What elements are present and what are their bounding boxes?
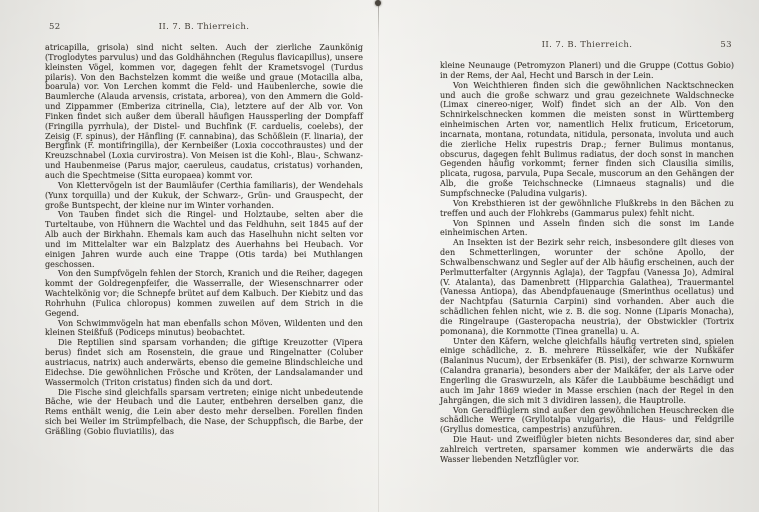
paragraph: Von Krebsthieren ist der gewöhnliche Flußkrebs in den Bächen zu treffen und auch der Flohkrebs (Gammarus pulex) fehlt nicht. <box>440 198 734 218</box>
page-header-left <box>45 22 363 35</box>
page-body-right <box>440 61 734 465</box>
paragraph: Die Haut- und Zweiflügler bieten nichts Besonderes dar, sind aber zahlreich vertreten, sparsamer kommen wie anderwärts die das Wasser liebenden Netzflügler vor. <box>440 435 734 464</box>
paragraph: An Insekten ist der Bezirk sehr reich, insbesondere gilt dieses von den Schmetterlingen, worunter der schöne Apollo, der Schwalbenschwanz und Segler auf der Alb häufig erscheinen, auch der Perlmutterfalter (Argynnis Aglaja), der Tagpfau (Vanessa Jo), Admiral (V. Atalanta), das Damenbrett (Hipparchia Galathea), Trauermantel (Vanessa Antiopa), das Abendpfauenauge (Smerinthus ocellatus) und der Nachtpfau (Saturnia Carpini) sind vorhanden. Aber auch die schädlichen fehlen nicht, wie z. B. die sog. Nonne (Liparis Monacha), die Ringelraupe (Gasteropacha neustria), der Obstwickler (Tortrix pomonana), die Kornmotte (Tinea granella) u. A. <box>440 238 734 336</box>
page-fold <box>378 0 379 512</box>
page-left <box>45 22 363 437</box>
paragraph: Von Klettervögeln ist der Baumläufer (Certhia familiaris), der Wendehals (Yunx torquilla) und der Kukuk, der Schwarz-, Grün- und Grauspecht, der große Buntspecht, der kleine nur im Winter vorhanden. <box>45 180 363 210</box>
running-title-left: II. 7. B. Thierreich. <box>158 22 250 32</box>
paragraph: atricapilla, grisola) sind nicht selten. Auch der zierliche Zaunkönig (Troglodytes parvulus) und das Goldhähnchen (Regulus flavicapillus), unsere kleinsten Vögel, kommen vor, dagegen fehlt der Krametsvogel (Turdus pilaris). Von den Bachstelzen kommt die weiße und graue (Motacilla alba, boarula) vor. Von Lerchen kommt die Feld- und Haubenlerche, sowie die Baumlerche (Alauda arvensis, cristata, arborea), von den Ammern die Gold- und Zippammer (Emberiza citrinella, Cia), letztere auf der Alb vor. Von Finken findet sich außer dem überall häufigen Haussperling der Dompfaff (Fringilla pyrrhula), der Distel- und Buchfink (F. carduelis, coelebs), der Zeisig (F. spinus), der Hänfling (F. cannabina), das Schößlein (F. linaria), der Bergfink (F. montifringilla), der Kernbeißer (Loxia coccothraustes) und der Kreuzschnabel (Loxia curvirostra). Von Meisen ist die Kohl-, Blau-, Schwanz- und Haubenmeise (Parus major, caeruleus, caudatus, cristatus) vorhanden, auch die Spechtmeise (Sitta europaea) kommt vor. <box>45 43 363 180</box>
paragraph: Die Reptilien sind sparsam vorhanden; die giftige Kreuzotter (Vipera berus) findet sich am Rosenstein, die graue und Ringelnatter (Coluber austriacus, natrix) auch anderwärts, ebenso die gemeine Blindschleiche und Eidechse. Die gewöhnlichen Frösche und Kröten, der Landsalamander und Wassermolch (Triton cristatus) finden sich da und dort. <box>45 338 363 387</box>
paragraph: Von Spinnen und Asseln finden sich die sonst im Lande einheimischen Arten. <box>440 218 734 238</box>
running-title-right: II. 7. B. Thierreich. <box>541 40 633 50</box>
paragraph: Die Fische sind gleichfalls sparsam vertreten; einige nicht unbedeutende Bäche, wie der Heubach und die Lauter, entbehren derselben ganz, die Rems enthält wenig, die Lein aber desto mehr derselben. Forellen finden sich bei Weiler im Strümpfelbach, die Nase, der Schuppfisch, die Barbe, der Gräßling (Gobio fluviatilis), das <box>45 387 363 436</box>
page-right <box>440 40 734 465</box>
page-number-right: 53 <box>720 40 732 50</box>
paragraph: Von Schwimmvögeln hat man ebenfalls schon Möven, Wildenten und den kleinen Steißfuß (Podiceps minutus) beobachtet. <box>45 318 363 338</box>
paragraph: Von den Sumpfvögeln fehlen der Storch, Kranich und die Reiher, dagegen kommt der Goldregenpfeifer, die Wasserralle, der Wiesenschnarrer oder Wachtelkönig vor; die Schnepfe brütet auf dem Kalbuch. Der Kiebitz und das Rohrhuhn (Fulica chloropus) kommen zuweilen auf dem Strich in die Gegend. <box>45 269 363 318</box>
paragraph: kleine Neunauge (Petromyzon Planeri) und die Gruppe (Cottus Gobio) in der Rems, der Aal, Hecht und Barsch in der Lein. <box>440 61 734 80</box>
scan-speck <box>375 0 381 6</box>
page-body-left <box>45 43 363 437</box>
page-header-right <box>440 40 734 53</box>
paragraph: Unter den Käfern, welche gleichfalls häufig vertreten sind, spielen einige schädliche, z. B. mehrere Rüsselkäfer, wie der Nußkäfer (Balaninus Nucum), der Erbsenkäfer (B. Pisi), der schwarze Kornwurm (Calandra granaria), besonders aber der Maikäfer, der als Larve oder Engerling die Graswurzeln, als Käfer die Laubbäume beschädigt und auch im Jahr 1869 wieder in Masse erschien (nach der Regel in den Jahrgängen, die sich mit 3 dividiren lassen), die Hauptrolle. <box>440 336 734 405</box>
paragraph: Von Weichthieren finden sich die gewöhnlichen Nacktschnecken und auch die große schwarz und grau gezeichnete Waldschnecke (Limax cinereo-niger, Wolf) findet sich an der Alb. Von den Schnirkelschnecken kommen die meisten sonst in Württemberg einheimischen Arten vor, namentlich Helix fruticum, Ericetorum, incarnata, montana, rotundata, nitidula, personata, involuta und auch die zierliche Helix rupestris Drap.; ferner Bulimus montanus, obscurus, dagegen fehlt Bulimus radiatus, der doch sonst in manchen Gegenden häufig vorkommt; ferner finden sich Clausilia similis, plicata, rugosa, parvula, Pupa Secale, muscorum an den Gehängen der Alb, die große Teichschnecke (Limnaeus stagnalis) und die Sumpfschnecke (Paludina vulgaris). <box>440 80 734 198</box>
paragraph: Von Geradflüglern sind außer den gewöhnlichen Heuschrecken die schädliche Werre (Gryllotalpa vulgaris), die Haus- und Feldgrille (Gryllus domestica, campestris) anzuführen. <box>440 405 734 435</box>
paragraph: Von Tauben findet sich die Ringel- und Holztaube, selten aber die Turteltaube, von Hühnern die Wachtel und das Feldhuhn, seit 1845 auf der Alb auch der Birkhahn. Ehemals kam auch das Haselhuhn nicht selten vor und im Mittelalter war ein Balzplatz des Auerhahns bei Heubach. Vor einigen Jahren wurde auch eine Trappe (Otis tarda) bei Muthlangen geschossen. <box>45 210 363 269</box>
page-number-left: 52 <box>49 22 61 32</box>
